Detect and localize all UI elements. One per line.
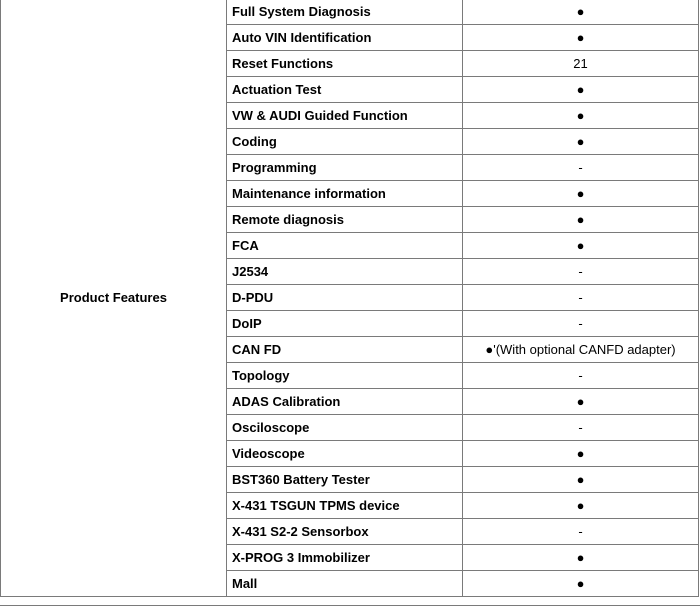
feature-value-cell: - [463, 519, 699, 545]
feature-value-cell: ● [463, 103, 699, 129]
feature-value-cell: ● [463, 25, 699, 51]
feature-name-cell: Full System Diagnosis [227, 0, 463, 25]
feature-value-cell: ● [463, 571, 699, 597]
feature-value-cell: ● [463, 0, 699, 25]
feature-value-cell: ● [463, 207, 699, 233]
feature-name-cell: D-PDU [227, 285, 463, 311]
feature-name-cell: Actuation Test [227, 77, 463, 103]
feature-value-cell: - [463, 415, 699, 441]
feature-value-cell: - [463, 155, 699, 181]
feature-value-cell: ● [463, 493, 699, 519]
table-body [1, 0, 699, 597]
feature-value-cell: ● [463, 129, 699, 155]
feature-name-cell: VW & AUDI Guided Function [227, 103, 463, 129]
bottom-divider [0, 605, 700, 606]
feature-value-cell: - [463, 311, 699, 337]
feature-name-cell: FCA [227, 233, 463, 259]
feature-name-cell: X-PROG 3 Immobilizer [227, 545, 463, 571]
feature-value-cell: 21 [463, 51, 699, 77]
feature-value-cell: ● [463, 441, 699, 467]
feature-value-cell: ● [463, 389, 699, 415]
feature-name-cell: BST360 Battery Tester [227, 467, 463, 493]
feature-value-cell: ● [463, 77, 699, 103]
feature-name-cell: J2534 [227, 259, 463, 285]
feature-name-cell: Auto VIN Identification [227, 25, 463, 51]
feature-name-cell: DoIP [227, 311, 463, 337]
feature-value-cell: - [463, 363, 699, 389]
feature-name-cell: ADAS Calibration [227, 389, 463, 415]
feature-value-cell: - [463, 259, 699, 285]
feature-name-cell: X-431 S2-2 Sensorbox [227, 519, 463, 545]
feature-name-cell: Mall [227, 571, 463, 597]
feature-name-cell: Videoscope [227, 441, 463, 467]
feature-name-cell: X-431 TSGUN TPMS device [227, 493, 463, 519]
feature-name-cell: Topology [227, 363, 463, 389]
feature-name-cell: Maintenance information [227, 181, 463, 207]
category-cell: Product Features [1, 0, 227, 597]
feature-name-cell: CAN FD [227, 337, 463, 363]
feature-name-cell: Osciloscope [227, 415, 463, 441]
feature-value-cell: ● [463, 181, 699, 207]
feature-value-cell: ●'(With optional CANFD adapter) [463, 337, 699, 363]
feature-value-cell: ● [463, 545, 699, 571]
feature-name-cell: Coding [227, 129, 463, 155]
feature-value-cell: ● [463, 233, 699, 259]
feature-value-cell: - [463, 285, 699, 311]
feature-name-cell: Programming [227, 155, 463, 181]
feature-value-cell: ● [463, 467, 699, 493]
feature-name-cell: Remote diagnosis [227, 207, 463, 233]
table-row [1, 0, 699, 25]
feature-name-cell: Reset Functions [227, 51, 463, 77]
